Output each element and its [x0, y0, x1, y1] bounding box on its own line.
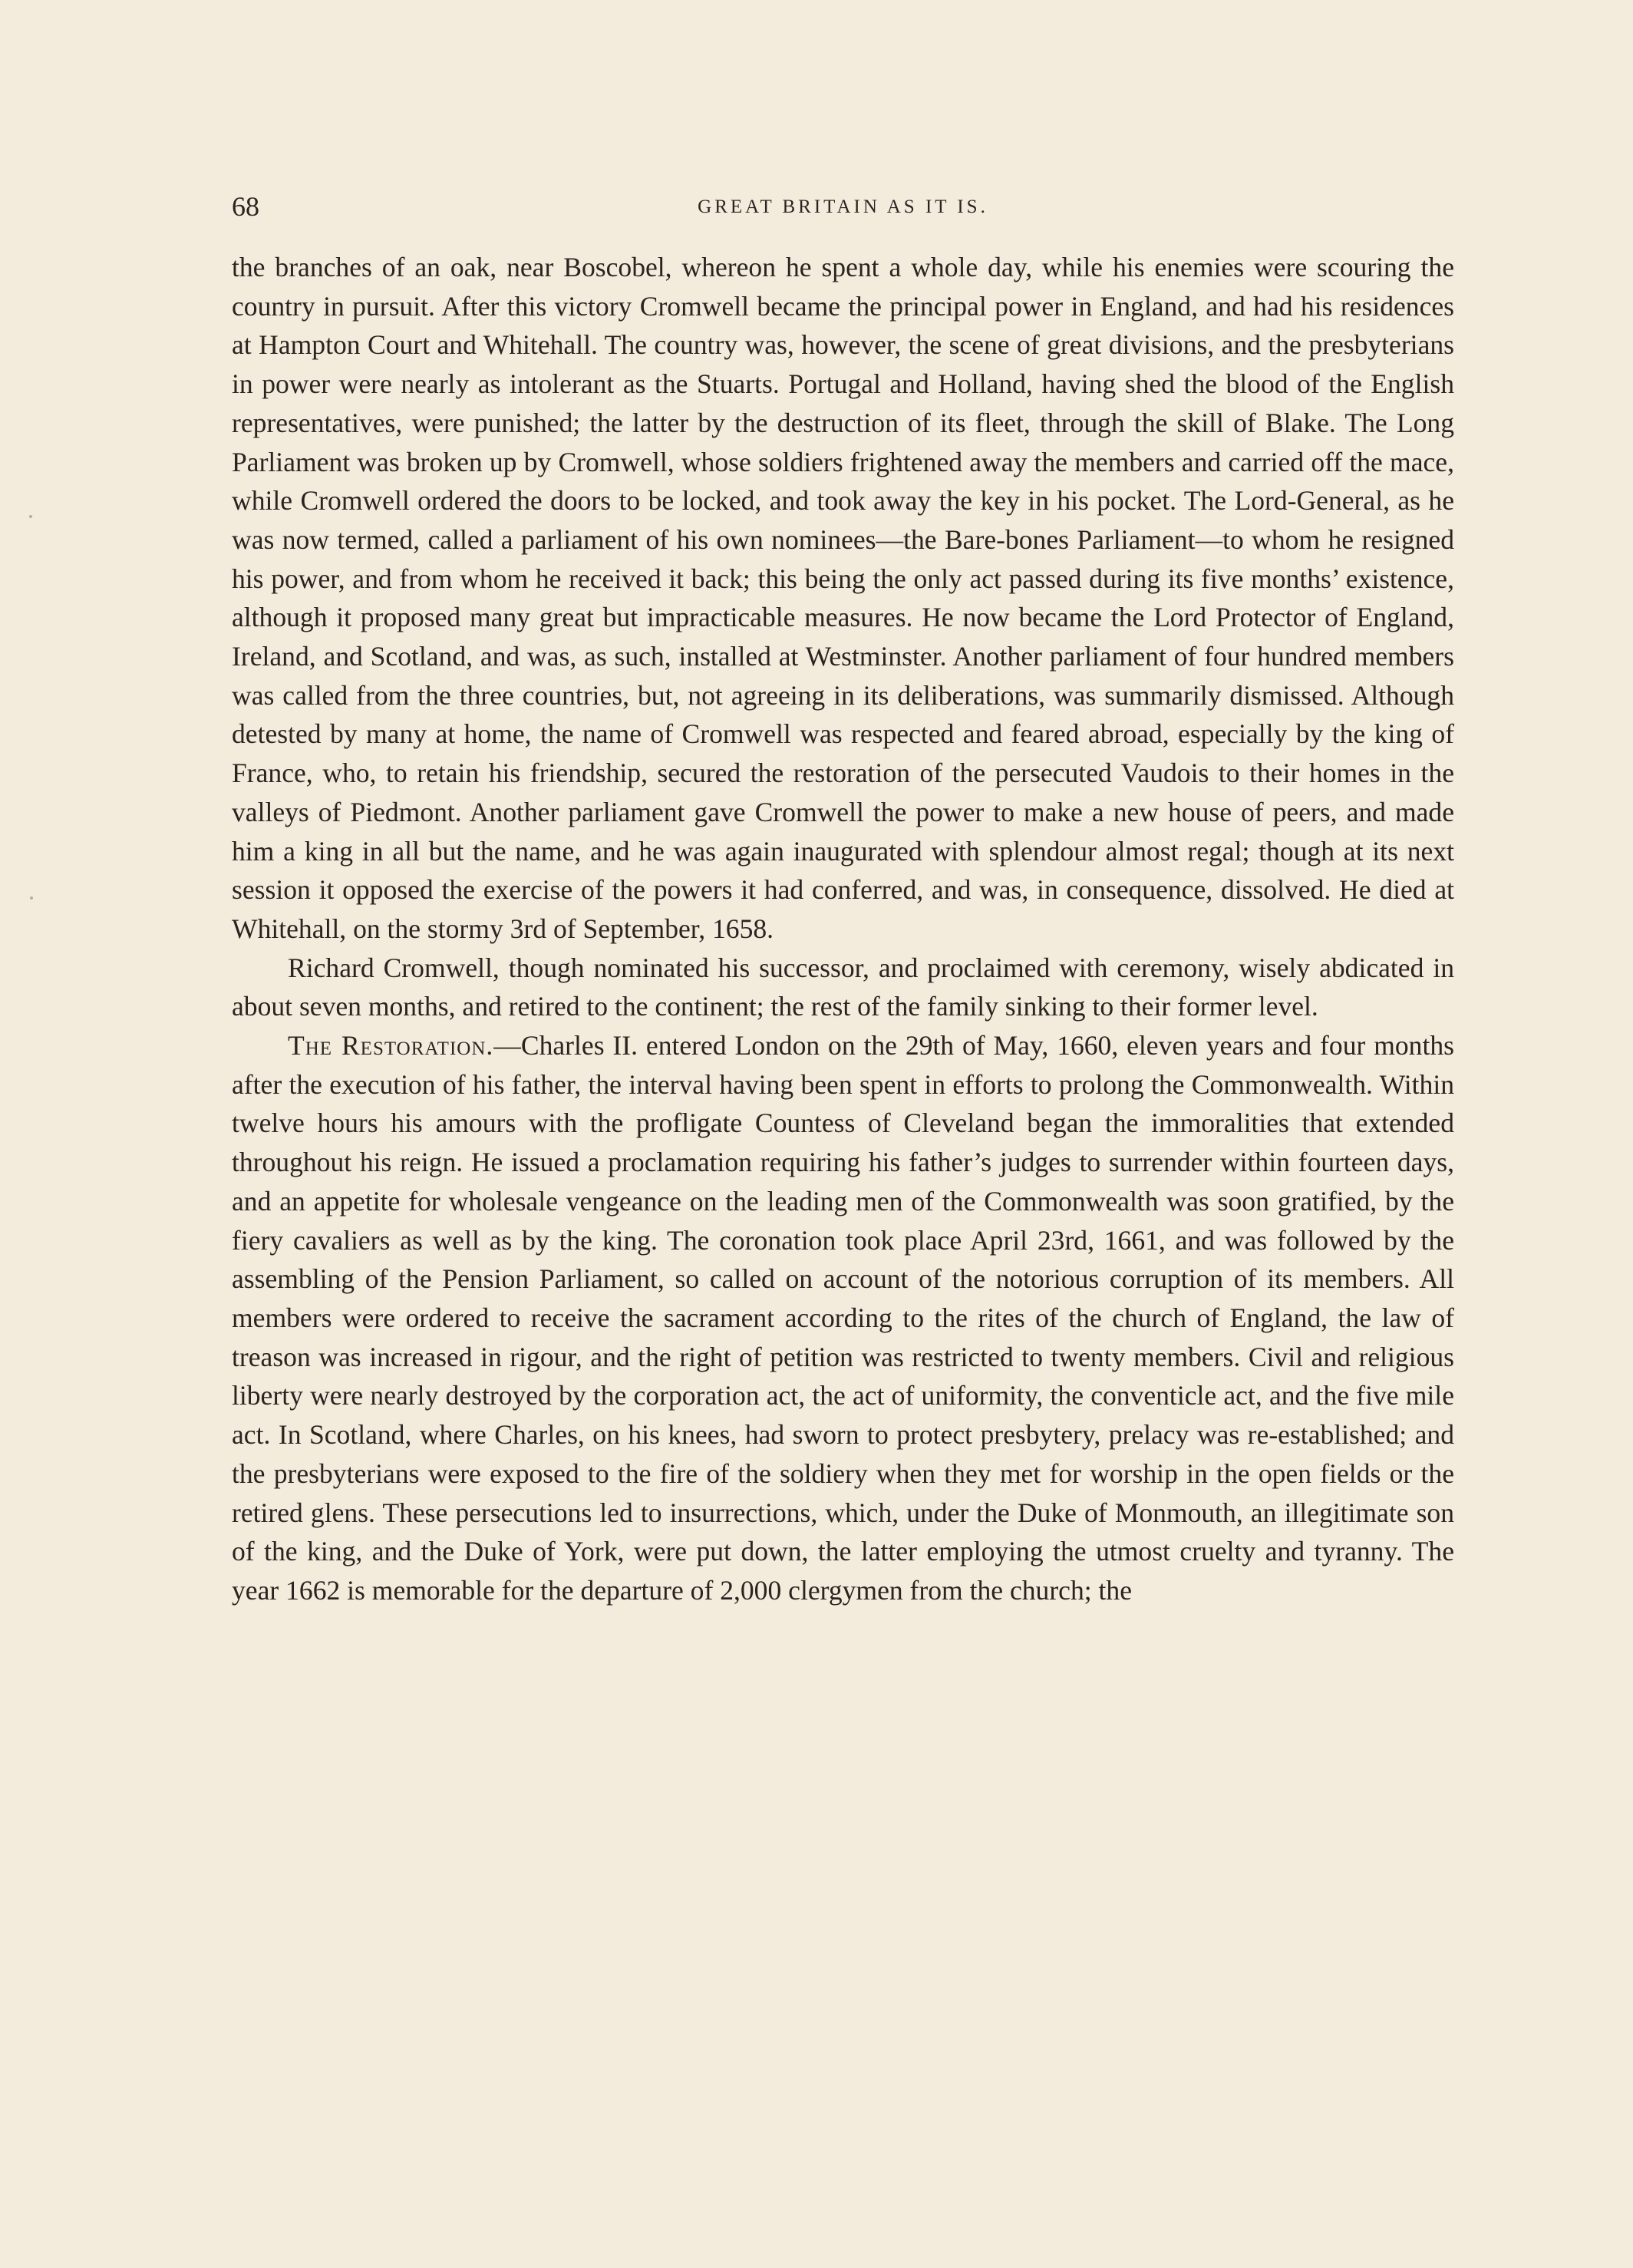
page-number: 68 — [232, 191, 259, 222]
paper-speck — [30, 896, 33, 900]
paragraph-restoration-text: —Charles II. entered London on the 29th of May, 1660, eleven years and four months after the execution of his father, the interval having been spent in efforts to prolong the Commonwealth. Within twelve hours his amours with the profligate Countess of Cleveland began the immoralities that extended throughout his reign. He issued a proclamation requiring his father’s judges to surrender within fourteen days, and an appetite for wholesale vengeance on the leading men of the Commonwealth was soon gratified, by the fiery cavaliers as well as by the king. The coronation took place April 23rd, 1661, and was followed by the assembling of the Pension Parliament, so called on account of the notorious corruption of its members. All members were ordered to receive the sacrament according to the rites of the church of England, the law of treason was increased in rigour, and the right of petition was restricted to twenty members. Civil and religious liberty were nearly destroyed by the corporation act, the act of uniformity, the conventicle act, and the five mile act. In Scotland, where Charles, on his knees, had sworn to protect presbytery, prelacy was re-established; and the presbyterians were exposed to the fire of the soldiery when they met for worship in the open fields or the retired glens. These persecutions led to insurrections, which, under the Duke of Monmouth, an illegitimate son of the king, and the Duke of York, were put down, the latter employing the utmost cruelty and tyranny. The year 1662 is memorable for the departure of 2,000 clergymen from the church; the — [232, 1030, 1454, 1606]
running-head: GREAT BRITAIN AS IT IS. — [698, 196, 988, 217]
section-heading-restoration: The Restoration. — [288, 1030, 494, 1061]
paper-speck — [29, 515, 32, 518]
page-header — [232, 189, 1454, 224]
paragraph-restoration — [232, 1026, 1454, 1610]
body-text — [232, 248, 1454, 1610]
paragraph-cromwell-protectorate: the branches of an oak, near Boscobel, whereon he spent a whole day, while his enemies were scouring the country in pursuit. After this victory Cromwell became the principal power in England, and had his residences at Hampton Court and Whitehall. The country was, however, the scene of great divisions, and the presbyterians in power were nearly as intolerant as the Stuarts. Portugal and Holland, having shed the blood of the English representatives, were punished; the latter by the destruction of its fleet, through the skill of Blake. The Long Parliament was broken up by Cromwell, whose soldiers frightened away the members and carried off the mace, while Cromwell ordered the doors to be locked, and took away the key in his pocket. The Lord-General, as he was now termed, called a parliament of his own nominees—the Bare-bones Parliament—to whom he resigned his power, and from whom he received it back; this being the only act passed during its five months’ existence, although it proposed many great but impracticable measures. He now became the Lord Protector of England, Ireland, and Scotland, and was, as such, installed at Westminster. Another parliament of four hundred members was called from the three countries, but, not agreeing in its deliberations, was summarily dismissed. Although detested by many at home, the name of Cromwell was respected and feared abroad, especially by the king of France, who, to retain his friendship, secured the restoration of the persecuted Vaudois to their homes in the valleys of Piedmont. Another parliament gave Cromwell the power to make a new house of peers, and made him a king in all but the name, and he was again inaugurated with splendour almost regal; though at its next session it opposed the exercise of the powers it had conferred, and was, in consequence, dissolved. He died at Whitehall, on the stormy 3rd of September, 1658. — [232, 252, 1454, 944]
paragraph-richard-cromwell: Richard Cromwell, though nominated his successor, and proclaimed with ceremony, wisely abdicated in about seven months, and retired to the continent; the rest of the family sinking to their former level. — [232, 952, 1454, 1022]
